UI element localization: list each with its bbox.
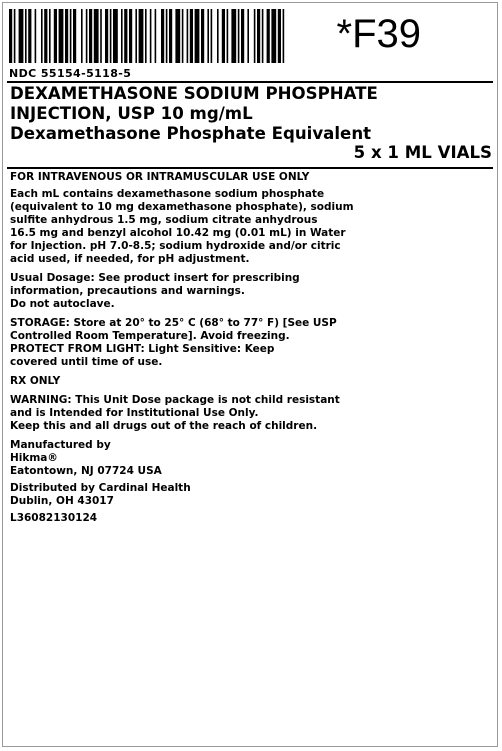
- composition-section: [10, 188, 496, 266]
- distributor-line: Distributed by Cardinal Health: [10, 482, 191, 494]
- barcode-bar: [207, 9, 209, 63]
- barcode-bar: [89, 9, 92, 63]
- barcode-bar: [211, 9, 213, 63]
- item-code: *F39: [336, 12, 421, 56]
- warning-line: WARNING: This Unit Dose package is not child resistant: [10, 394, 340, 406]
- composition-line: for Injection. pH 7.0-8.5; sodium hydroxide and/or citric: [10, 240, 341, 252]
- barcode-bar: [121, 9, 123, 63]
- barcode-bar: [94, 9, 99, 63]
- product-title-block: [10, 84, 492, 162]
- lot-code: L36082130124: [10, 512, 98, 524]
- barcode-bar: [14, 9, 16, 63]
- barcode-bar: [217, 9, 219, 63]
- label-body: [10, 171, 496, 525]
- barcode-bar: [19, 9, 24, 63]
- rx-only: RX ONLY: [10, 375, 61, 387]
- barcode-bar: [59, 9, 64, 63]
- barcode-bar: [86, 9, 88, 63]
- package-size: 5 x 1 ML VIALS: [353, 143, 492, 162]
- top-divider: [7, 81, 493, 83]
- barcode-bar: [187, 9, 189, 63]
- storage-line: PROTECT FROM LIGHT: Light Sensitive: Keep: [10, 343, 275, 355]
- barcode-bar: [105, 9, 108, 63]
- barcode-bar: [241, 9, 244, 63]
- barcode-bar: [9, 9, 12, 63]
- barcode-bar: [49, 9, 51, 63]
- barcode-bar: [254, 9, 256, 63]
- barcode-bar: [262, 9, 264, 63]
- manufacturer-section: [10, 439, 496, 478]
- product-name-line-2: INJECTION, USP 10 mg/mL: [10, 104, 253, 123]
- storage-line: STORAGE: Store at 20° to 25° C (68° to 77° F) [See USP: [10, 317, 337, 329]
- barcode-bar: [73, 9, 76, 63]
- distributor-line: Dublin, OH 43017: [10, 495, 114, 507]
- barcode-bar: [35, 9, 37, 63]
- barcode-bar: [70, 9, 72, 63]
- warning-section: [10, 394, 496, 433]
- product-equivalent: Dexamethasone Phosphate Equivalent: [10, 124, 372, 143]
- barcode-bar: [238, 9, 240, 63]
- barcode-bar: [182, 9, 184, 63]
- composition-line: sulfite anhydrous 1.5 mg, sodium citrate anhydrous: [10, 214, 318, 226]
- barcode-bar: [222, 9, 225, 63]
- barcode-bar: [155, 9, 157, 63]
- composition-line: acid used, if needed, for pH adjustment.: [10, 253, 250, 265]
- barcode-bar: [201, 9, 204, 63]
- dosage-line: information, precautions and warnings.: [10, 285, 245, 297]
- warning-line: and is Intended for Institutional Use Only.: [10, 407, 259, 419]
- barcode-bar: [145, 9, 147, 63]
- barcode-bar: [54, 9, 57, 63]
- barcode-bar: [110, 9, 112, 63]
- drug-label: [2, 2, 498, 747]
- distributor-section: [10, 482, 496, 508]
- composition-line: Each mL contains dexamethasone sodium phosphate: [10, 188, 325, 200]
- storage-line: Controlled Room Temperature]. Avoid freezing.: [10, 330, 290, 342]
- warning-line: Keep this and all drugs out of the reach of children.: [10, 420, 318, 432]
- barcode-bar: [135, 9, 137, 63]
- barcode-bar: [113, 9, 118, 63]
- middle-divider: [7, 167, 493, 169]
- storage-line: covered until time of use.: [10, 356, 163, 368]
- barcode-bar: [28, 9, 31, 63]
- storage-section: [10, 317, 496, 369]
- barcode-bar: [283, 9, 285, 63]
- barcode-bar: [247, 9, 249, 63]
- dosage-line: Do not autoclave.: [10, 298, 115, 310]
- barcode-bar: [227, 9, 229, 63]
- barcode-bar: [271, 9, 276, 63]
- barcode-bar: [25, 9, 27, 63]
- dosage-section: [10, 272, 496, 311]
- barcode-bar: [169, 9, 172, 63]
- barcode-bar: [257, 9, 260, 63]
- barcode-bar: [190, 9, 193, 63]
- route-statement: FOR INTRAVENOUS OR INTRAMUSCULAR USE ONLY: [10, 171, 310, 183]
- barcode-bar: [231, 9, 236, 63]
- barcode-bar: [41, 9, 43, 63]
- barcode-bar: [100, 9, 102, 63]
- barcode-bar: [150, 9, 152, 63]
- dosage-line: Usual Dosage: See product insert for prescribing: [10, 272, 300, 284]
- manufacturer-line: Eatontown, NJ 07724 USA: [10, 465, 162, 477]
- barcode: [9, 9, 285, 63]
- product-name-line-1: DEXAMETHASONE SODIUM PHOSPHATE: [10, 84, 378, 103]
- barcode-bar: [44, 9, 47, 63]
- barcode-bar: [278, 9, 281, 63]
- barcode-bar: [129, 9, 132, 63]
- barcode-bar: [161, 9, 164, 63]
- barcode-bar: [65, 9, 68, 63]
- barcode-bar: [139, 9, 144, 63]
- composition-line: 16.5 mg and benzyl alcohol 10.42 mg (0.01 mL) in Water: [10, 227, 346, 239]
- barcode-bar: [195, 9, 200, 63]
- barcode-bar: [81, 9, 83, 63]
- barcode-bar: [267, 9, 270, 63]
- composition-line: (equivalent to 10 mg dexamethasone phosphate), sodium: [10, 201, 354, 213]
- ndc-number: NDC 55154-5118-5: [9, 67, 132, 80]
- manufacturer-line: Hikma®: [10, 452, 58, 464]
- barcode-bar: [124, 9, 127, 63]
- manufacturer-line: Manufactured by: [10, 439, 111, 451]
- barcode-bar: [166, 9, 168, 63]
- barcode-bar: [175, 9, 180, 63]
